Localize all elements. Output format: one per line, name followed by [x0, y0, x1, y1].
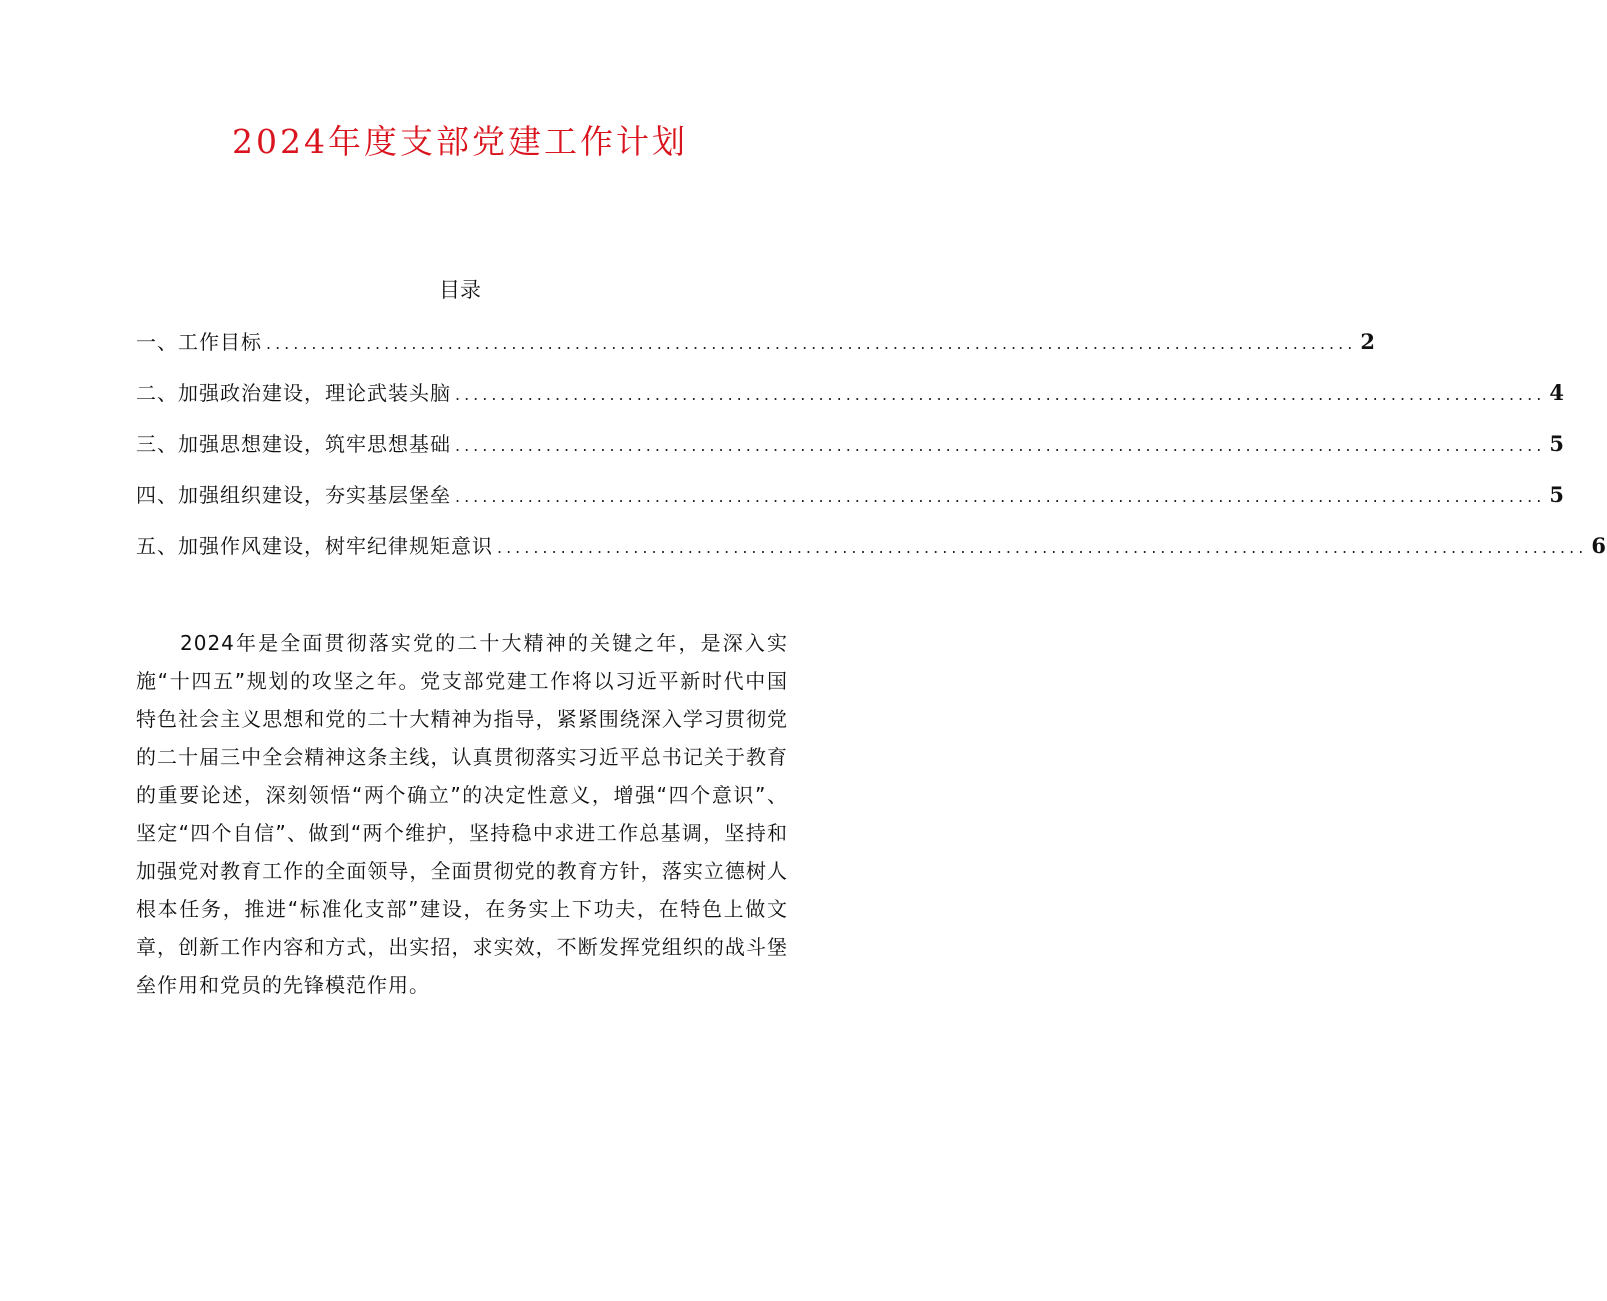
toc-item-4[interactable]: [136, 477, 1565, 528]
toc-item-page: 4: [1549, 380, 1565, 405]
toc-item-page: 5: [1549, 482, 1565, 507]
toc-item-label: 五、加强作风建设，树牢纪律规矩意识: [136, 534, 493, 558]
toc-dot-leader: ........................................................................................................................: [455, 385, 1546, 404]
toc-dot-leader: ........................................................................................................................: [455, 436, 1546, 455]
toc-item-1[interactable]: [136, 324, 1376, 375]
toc-item-label: 三、加强思想建设，筑牢思想基础: [136, 432, 451, 456]
toc-item-label: 二、加强政治建设，理论武装头脑: [136, 381, 451, 405]
toc-item-label: 一、工作目标: [136, 330, 262, 354]
toc-item-page: 2: [1360, 329, 1376, 354]
toc-item-5[interactable]: [136, 528, 1607, 579]
intro-paragraph: 2024年是全面贯彻落实党的二十大精神的关键之年，是深入实施“十四五”规划的攻坚之年。党支部党建工作将以习近平新时代中国特色社会主义思想和党的二十大精神为指导，紧紧围绕深入学习贯彻党的二十届三中全会精神这条主线，认真贯彻落实习近平总书记关于教育的重要论述，深刻领悟“两个确立”的决定性意义，增强“四个意识”、坚定“四个自信”、做到“两个维护，坚持稳中求进工作总基调，坚持和加强党对教育工作的全面领导，全面贯彻党的教育方针，落实立德树人根本任务，推进“标准化支部”建设，在务实上下功夫，在特色上做文章，创新工作内容和方式，出实招，求实效，不断发挥党组织的战斗堡垒作用和党员的先锋模范作用。: [136, 631, 788, 997]
toc-heading: 目录: [439, 278, 481, 302]
toc-dot-leader: ........................................................................................................................: [497, 538, 1588, 557]
toc-item-label: 四、加强组织建设，夯实基层堡垒: [136, 483, 451, 507]
toc-item-2[interactable]: [136, 375, 1565, 426]
toc-item-page: 6: [1591, 533, 1607, 558]
toc-dot-leader: ........................................................................................................................: [266, 334, 1357, 353]
table-of-contents: [136, 324, 1607, 579]
toc-dot-leader: ........................................................................................................................: [455, 487, 1546, 506]
document-title: 2024年度支部党建工作计划: [232, 122, 688, 161]
toc-item-3[interactable]: [136, 426, 1565, 477]
toc-item-page: 5: [1549, 431, 1565, 456]
